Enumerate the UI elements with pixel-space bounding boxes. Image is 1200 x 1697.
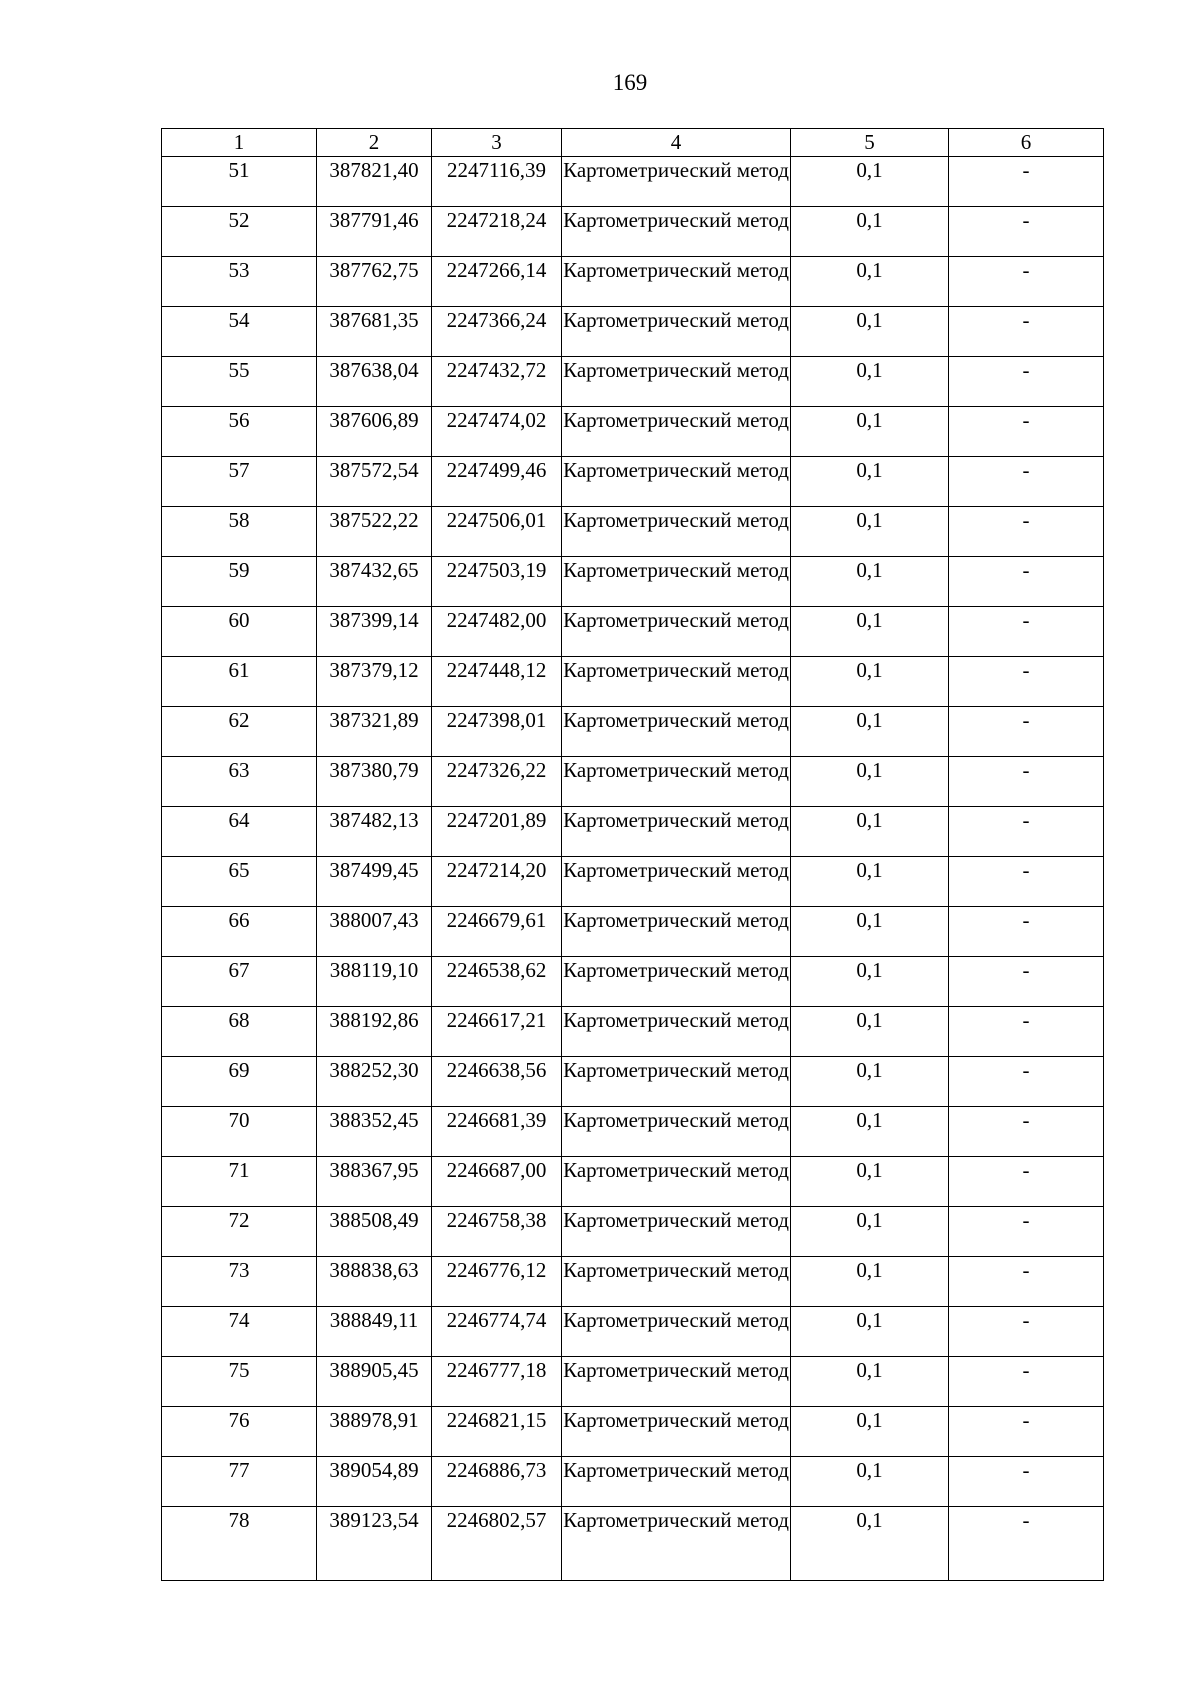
accuracy-cell: 0,1 [791,1407,949,1457]
note-cell: - [949,1157,1104,1207]
method-cell: Картометрический метод [562,857,791,907]
table-header-row [162,129,1104,157]
y-coordinate-cell: 2247482,00 [432,607,562,657]
x-coordinate-cell: 388849,11 [317,1307,432,1357]
note-cell: - [949,1057,1104,1107]
table-row [162,1457,1104,1507]
accuracy-cell: 0,1 [791,1257,949,1307]
table-row [162,507,1104,557]
method-cell: Картометрический метод [562,707,791,757]
x-coordinate-cell: 387321,89 [317,707,432,757]
table-row [162,1507,1104,1581]
accuracy-cell: 0,1 [791,1457,949,1507]
note-cell: - [949,1207,1104,1257]
table-row [162,607,1104,657]
accuracy-cell: 0,1 [791,507,949,557]
x-coordinate-cell: 387606,89 [317,407,432,457]
accuracy-cell: 0,1 [791,307,949,357]
table-row [162,307,1104,357]
note-cell: - [949,407,1104,457]
method-cell: Картометрический метод [562,1407,791,1457]
header-cell: 4 [562,129,791,157]
point-number-cell: 57 [162,457,317,507]
method-cell: Картометрический метод [562,407,791,457]
accuracy-cell: 0,1 [791,807,949,857]
x-coordinate-cell: 387572,54 [317,457,432,507]
note-cell: - [949,1257,1104,1307]
accuracy-cell: 0,1 [791,757,949,807]
note-cell: - [949,957,1104,1007]
x-coordinate-cell: 388367,95 [317,1157,432,1207]
y-coordinate-cell: 2246617,21 [432,1007,562,1057]
x-coordinate-cell: 389123,54 [317,1507,432,1581]
header-cell: 2 [317,129,432,157]
accuracy-cell: 0,1 [791,1007,949,1057]
accuracy-cell: 0,1 [791,157,949,207]
y-coordinate-cell: 2247116,39 [432,157,562,207]
method-cell: Картометрический метод [562,1107,791,1157]
note-cell: - [949,257,1104,307]
x-coordinate-cell: 388192,86 [317,1007,432,1057]
note-cell: - [949,307,1104,357]
point-number-cell: 77 [162,1457,317,1507]
accuracy-cell: 0,1 [791,707,949,757]
point-number-cell: 71 [162,1157,317,1207]
x-coordinate-cell: 387638,04 [317,357,432,407]
note-cell: - [949,457,1104,507]
table-row [162,907,1104,957]
method-cell: Картометрический метод [562,757,791,807]
accuracy-cell: 0,1 [791,957,949,1007]
note-cell: - [949,607,1104,657]
y-coordinate-cell: 2247499,46 [432,457,562,507]
x-coordinate-cell: 387380,79 [317,757,432,807]
x-coordinate-cell: 388119,10 [317,957,432,1007]
point-number-cell: 59 [162,557,317,607]
point-number-cell: 66 [162,907,317,957]
y-coordinate-cell: 2247448,12 [432,657,562,707]
y-coordinate-cell: 2247214,20 [432,857,562,907]
y-coordinate-cell: 2247366,24 [432,307,562,357]
note-cell: - [949,907,1104,957]
table-row [162,807,1104,857]
x-coordinate-cell: 387499,45 [317,857,432,907]
method-cell: Картометрический метод [562,1507,791,1581]
method-cell: Картометрический метод [562,1307,791,1357]
method-cell: Картометрический метод [562,457,791,507]
x-coordinate-cell: 388508,49 [317,1207,432,1257]
note-cell: - [949,807,1104,857]
point-number-cell: 74 [162,1307,317,1357]
note-cell: - [949,1107,1104,1157]
y-coordinate-cell: 2247432,72 [432,357,562,407]
table-row [162,1007,1104,1057]
method-cell: Картометрический метод [562,1207,791,1257]
y-coordinate-cell: 2247326,22 [432,757,562,807]
y-coordinate-cell: 2246886,73 [432,1457,562,1507]
coordinates-table [161,128,1104,1581]
y-coordinate-cell: 2246802,57 [432,1507,562,1581]
table-row [162,957,1104,1007]
note-cell: - [949,707,1104,757]
y-coordinate-cell: 2247503,19 [432,557,562,607]
method-cell: Картометрический метод [562,357,791,407]
note-cell: - [949,1007,1104,1057]
point-number-cell: 52 [162,207,317,257]
table-row [162,857,1104,907]
note-cell: - [949,207,1104,257]
accuracy-cell: 0,1 [791,1357,949,1407]
method-cell: Картометрический метод [562,1357,791,1407]
accuracy-cell: 0,1 [791,257,949,307]
point-number-cell: 69 [162,1057,317,1107]
method-cell: Картометрический метод [562,907,791,957]
y-coordinate-cell: 2246777,18 [432,1357,562,1407]
note-cell: - [949,857,1104,907]
x-coordinate-cell: 387681,35 [317,307,432,357]
table-row [162,1407,1104,1457]
point-number-cell: 75 [162,1357,317,1407]
y-coordinate-cell: 2247201,89 [432,807,562,857]
point-number-cell: 72 [162,1207,317,1257]
note-cell: - [949,1507,1104,1581]
point-number-cell: 58 [162,507,317,557]
y-coordinate-cell: 2246638,56 [432,1057,562,1107]
x-coordinate-cell: 389054,89 [317,1457,432,1507]
accuracy-cell: 0,1 [791,1157,949,1207]
note-cell: - [949,507,1104,557]
accuracy-cell: 0,1 [791,1057,949,1107]
x-coordinate-cell: 387821,40 [317,157,432,207]
table-row [162,207,1104,257]
x-coordinate-cell: 387791,46 [317,207,432,257]
table-row [162,257,1104,307]
x-coordinate-cell: 387432,65 [317,557,432,607]
x-coordinate-cell: 387522,22 [317,507,432,557]
accuracy-cell: 0,1 [791,1307,949,1357]
point-number-cell: 76 [162,1407,317,1457]
x-coordinate-cell: 387482,13 [317,807,432,857]
table-row [162,557,1104,607]
method-cell: Картометрический метод [562,557,791,607]
point-number-cell: 78 [162,1507,317,1581]
point-number-cell: 51 [162,157,317,207]
note-cell: - [949,1457,1104,1507]
method-cell: Картометрический метод [562,807,791,857]
x-coordinate-cell: 388252,30 [317,1057,432,1107]
point-number-cell: 61 [162,657,317,707]
y-coordinate-cell: 2247218,24 [432,207,562,257]
accuracy-cell: 0,1 [791,1207,949,1257]
table-row [162,157,1104,207]
x-coordinate-cell: 388007,43 [317,907,432,957]
point-number-cell: 65 [162,857,317,907]
table-row [162,1057,1104,1107]
y-coordinate-cell: 2246687,00 [432,1157,562,1207]
method-cell: Картометрический метод [562,1057,791,1107]
point-number-cell: 73 [162,1257,317,1307]
header-cell: 6 [949,129,1104,157]
table-row [162,407,1104,457]
accuracy-cell: 0,1 [791,1107,949,1157]
note-cell: - [949,1307,1104,1357]
x-coordinate-cell: 387379,12 [317,657,432,707]
accuracy-cell: 0,1 [791,607,949,657]
method-cell: Картометрический метод [562,507,791,557]
x-coordinate-cell: 388978,91 [317,1407,432,1457]
accuracy-cell: 0,1 [791,457,949,507]
point-number-cell: 64 [162,807,317,857]
y-coordinate-cell: 2246681,39 [432,1107,562,1157]
table-row [162,357,1104,407]
header-cell: 1 [162,129,317,157]
x-coordinate-cell: 387399,14 [317,607,432,657]
method-cell: Картометрический метод [562,307,791,357]
note-cell: - [949,1357,1104,1407]
table-row [162,757,1104,807]
accuracy-cell: 0,1 [791,907,949,957]
note-cell: - [949,757,1104,807]
accuracy-cell: 0,1 [791,357,949,407]
header-cell: 5 [791,129,949,157]
accuracy-cell: 0,1 [791,557,949,607]
x-coordinate-cell: 388352,45 [317,1107,432,1157]
y-coordinate-cell: 2246538,62 [432,957,562,1007]
y-coordinate-cell: 2246679,61 [432,907,562,957]
note-cell: - [949,657,1104,707]
note-cell: - [949,557,1104,607]
method-cell: Картометрический метод [562,957,791,1007]
point-number-cell: 67 [162,957,317,1007]
method-cell: Картометрический метод [562,607,791,657]
page-number: 169 [612,70,648,95]
table-row [162,1307,1104,1357]
method-cell: Картометрический метод [562,657,791,707]
accuracy-cell: 0,1 [791,207,949,257]
y-coordinate-cell: 2246774,74 [432,1307,562,1357]
y-coordinate-cell: 2247266,14 [432,257,562,307]
y-coordinate-cell: 2246776,12 [432,1257,562,1307]
method-cell: Картометрический метод [562,1257,791,1307]
point-number-cell: 63 [162,757,317,807]
method-cell: Картометрический метод [562,1007,791,1057]
table-row [162,457,1104,507]
x-coordinate-cell: 387762,75 [317,257,432,307]
table-row [162,1257,1104,1307]
point-number-cell: 68 [162,1007,317,1057]
point-number-cell: 54 [162,307,317,357]
method-cell: Картометрический метод [562,157,791,207]
point-number-cell: 60 [162,607,317,657]
header-cell: 3 [432,129,562,157]
y-coordinate-cell: 2246821,15 [432,1407,562,1457]
point-number-cell: 53 [162,257,317,307]
accuracy-cell: 0,1 [791,1507,949,1581]
point-number-cell: 56 [162,407,317,457]
accuracy-cell: 0,1 [791,407,949,457]
table-row [162,1157,1104,1207]
point-number-cell: 62 [162,707,317,757]
y-coordinate-cell: 2247474,02 [432,407,562,457]
x-coordinate-cell: 388905,45 [317,1357,432,1407]
table-row [162,707,1104,757]
x-coordinate-cell: 388838,63 [317,1257,432,1307]
y-coordinate-cell: 2246758,38 [432,1207,562,1257]
point-number-cell: 55 [162,357,317,407]
table-row [162,1207,1104,1257]
table-row [162,1357,1104,1407]
y-coordinate-cell: 2247398,01 [432,707,562,757]
method-cell: Картометрический метод [562,1157,791,1207]
accuracy-cell: 0,1 [791,657,949,707]
method-cell: Картометрический метод [562,207,791,257]
accuracy-cell: 0,1 [791,857,949,907]
point-number-cell: 70 [162,1107,317,1157]
table-row [162,1107,1104,1157]
method-cell: Картометрический метод [562,257,791,307]
table-row [162,657,1104,707]
y-coordinate-cell: 2247506,01 [432,507,562,557]
note-cell: - [949,357,1104,407]
note-cell: - [949,1407,1104,1457]
note-cell: - [949,157,1104,207]
method-cell: Картометрический метод [562,1457,791,1507]
